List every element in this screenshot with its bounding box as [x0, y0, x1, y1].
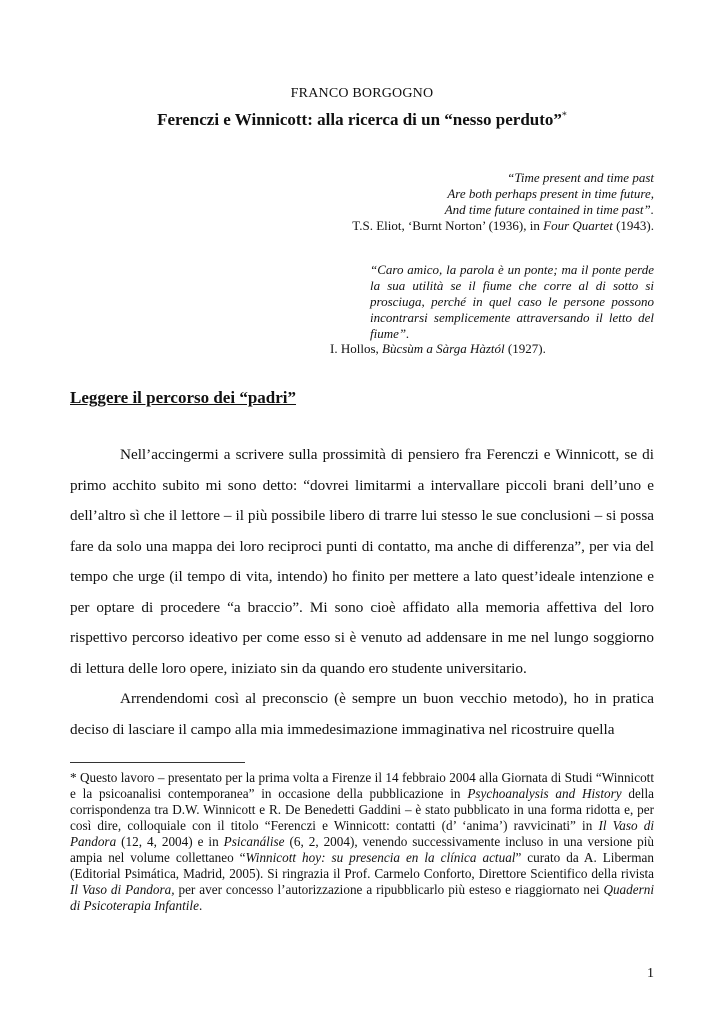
footnote-italic: Psychoanalysis and History [467, 786, 622, 801]
footnote-text: per aver concesso l’autorizzazione a ripubblicarlo più esteso e riaggiornato nei [174, 882, 604, 897]
body-text [70, 440, 654, 745]
epigraph-source-year: (1927). [504, 341, 546, 356]
footnote-italic: Il Vaso di Pandora, [70, 882, 175, 897]
epigraph-source-text: I. Hollos, [330, 341, 382, 356]
epigraph-line: “Time present and time past [507, 170, 654, 185]
paragraph: Arrendendomi così al preconscio (è sempre un buon vecchio metodo), ho in pratica deciso di lasciare il campo alla mia immedesimazione immaginativa nel ricostruire quella [70, 690, 654, 738]
epigraph-source [294, 218, 654, 234]
epigraph-line: And time future contained in time past”. [444, 202, 654, 217]
footnote-italic: Winnicott hoy: su presencia en la clínica actual [245, 850, 516, 865]
epigraph-source-text: T.S. Eliot, ‘Burnt Norton’ (1936), in [352, 218, 544, 233]
epigraph-hollos: “Caro amico, la parola è un ponte; ma il ponte perde la sua utilità se il fiume che corre al di sotto si prosciuga, perché in quel caso le persone possono incontrarsi semplicemente attraversando il letto del fiume”. [370, 262, 654, 341]
epigraph-line: Are both perhaps present in time future, [447, 186, 654, 201]
footnote-italic: Psicanálise [223, 834, 285, 849]
section-heading: Leggere il percorso dei “padri” [70, 388, 297, 407]
epigraph-eliot [294, 170, 654, 234]
footnote-text: (12, 4, 2004) e in [116, 834, 224, 849]
footnote-text: . [198, 898, 203, 913]
footnote-text: ” curato da A. Liberman (Editorial Psimática, Madrid, 2005). Si ringrazia il Prof. Carmelo Conforto, Direttore Scientifico della rivista [70, 850, 654, 881]
epigraph-source-work: Bùcsùm a Sàrga Hàztól [382, 341, 505, 356]
author-name: FRANCO BORGOGNO [290, 86, 434, 101]
epigraph-hollos-source [330, 341, 546, 357]
epigraph-source-work: Four Quartet [543, 218, 613, 233]
title-text: Ferenczi e Winnicott: alla ricerca di un “nesso perduto” [157, 110, 562, 129]
paragraph: Nell’accingermi a scrivere sulla prossimità di pensiero fra Ferenczi e Winnicott, se di primo acchito subito mi sono detto: “dovrei limitarmi a intervallare piccoli brani dell’uno e dell’altro sì che il lettore – il più possibile libero di trarre lui stesso le sue conclusioni – si possa fare da solo una mappa dei loro reciproci punti di contatto, ma anche di differenza”, per via del tempo che urge (il tempo di vita, intendo) ho finito per mettere a lato quest’ideale intenzione e per optare di procedere “a braccio”. Mi sono cioè affidato alla memoria affettiva del loro rispettivo percorso ideativo per come esso si è venuto ad addensare in me nel lungo soggiorno di lettura delle loro opere, iniziato sin da quando ero studente universitario. [70, 446, 654, 677]
article-title [0, 110, 724, 130]
page-number: 1 [647, 966, 654, 981]
footnote-marker: * [561, 110, 567, 122]
footnote-italic: Quaderni di Psicoterapia Infantile [70, 882, 654, 913]
footnote-divider [70, 762, 245, 763]
epigraph-source-year: (1943). [612, 218, 654, 233]
footnote-text: della corrispondenza tra D.W. Winnicott e R. De Benedetti Gaddini – è stato pubblicato in una forma ridotta e, per così dire, colloquiale con il titolo “Ferenczi e Winnicott: contatti (d’ ‘anima’) ravvicinati” in [70, 786, 654, 833]
footnote [70, 770, 654, 914]
footnote-text: * Questo lavoro – presentato per la prima volta a Firenze il 14 febbraio 2004 alla Giornata di Studi “Winnicott e la psicoanalisi contemporanea” in occasione della pubblicazione in [70, 770, 654, 801]
footnote-text: (6, 2, 2004), venendo successivamente incluso in una versione più ampia nel volume collettaneo “ [70, 834, 654, 865]
footnote-italic: Il Vaso di Pandora [70, 818, 654, 849]
